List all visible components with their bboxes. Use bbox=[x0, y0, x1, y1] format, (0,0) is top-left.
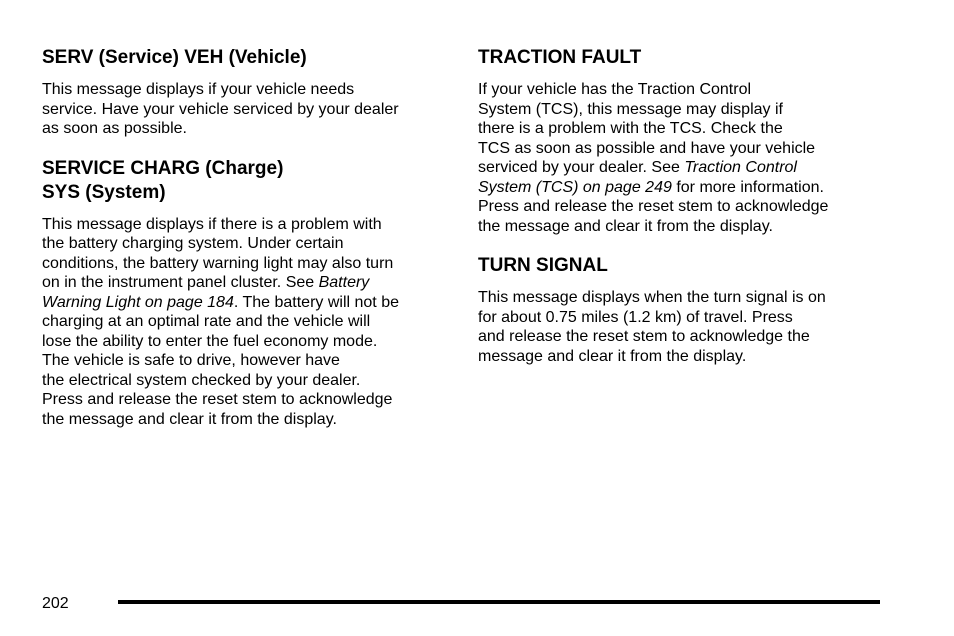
body-text: on in the instrument panel cluster. See bbox=[42, 274, 319, 291]
page-number: 202 bbox=[42, 595, 69, 612]
body-line: System (TCS), this message may display if bbox=[478, 100, 783, 118]
cross-reference-link[interactable]: Traction Control bbox=[684, 159, 797, 176]
body-text: . The battery will not be bbox=[233, 293, 399, 311]
left-column bbox=[42, 46, 452, 447]
cross-reference-link[interactable]: Battery bbox=[318, 274, 370, 291]
body-line: charging at an optimal rate and the vehicle will bbox=[42, 313, 371, 330]
body-line: the message and clear it from the display. bbox=[478, 217, 773, 235]
body-line: message and clear it from the display. bbox=[478, 347, 747, 365]
body-line bbox=[42, 273, 452, 293]
right-column bbox=[478, 46, 878, 384]
body-line: and release the reset stem to acknowledge the bbox=[478, 328, 810, 345]
section-turn-signal bbox=[478, 254, 878, 366]
section-serv-veh bbox=[42, 46, 452, 139]
section-body bbox=[42, 80, 452, 139]
section-heading: SERV (Service) VEH (Vehicle) bbox=[42, 47, 307, 68]
body-line: the electrical system checked by your dealer. bbox=[42, 371, 361, 389]
body-line: service. Have your vehicle serviced by your dealer bbox=[42, 100, 399, 118]
section-body bbox=[478, 80, 878, 236]
section-body bbox=[478, 288, 878, 366]
body-line: conditions, the battery warning light may also turn bbox=[42, 254, 394, 272]
body-line: This message displays when the turn signal is on bbox=[478, 289, 826, 306]
section-body bbox=[42, 215, 452, 430]
body-line: there is a problem with the TCS. Check the bbox=[478, 120, 783, 137]
body-line: Press and release the reset stem to acknowledge bbox=[42, 391, 393, 408]
body-line: the message and clear it from the display. bbox=[42, 410, 337, 428]
body-line bbox=[42, 293, 452, 313]
section-heading: TURN SIGNAL bbox=[478, 255, 608, 276]
body-line: This message displays if your vehicle needs bbox=[42, 81, 355, 98]
body-line: Press and release the reset stem to acknowledge bbox=[478, 198, 829, 215]
body-line: The vehicle is safe to drive, however have bbox=[42, 352, 340, 369]
body-line: as soon as possible. bbox=[42, 120, 187, 137]
body-line: This message displays if there is a problem with bbox=[42, 215, 382, 233]
section-heading: TRACTION FAULT bbox=[478, 47, 642, 68]
body-text: for more information. bbox=[671, 178, 824, 196]
body-line: the battery charging system. Under certain bbox=[42, 235, 344, 252]
heading-line: SYS (System) bbox=[42, 181, 166, 203]
section-heading bbox=[42, 157, 452, 205]
body-line: for about 0.75 miles (1.2 km) of travel. Press bbox=[478, 308, 793, 326]
section-traction-fault bbox=[478, 46, 878, 236]
body-line: TCS as soon as possible and have your vehicle bbox=[478, 139, 816, 157]
cross-reference-link[interactable]: Warning Light on page 184 bbox=[42, 293, 234, 311]
body-text: serviced by your dealer. See bbox=[478, 159, 685, 176]
body-line bbox=[478, 158, 878, 178]
body-line: lose the ability to enter the fuel economy mode. bbox=[42, 332, 378, 350]
body-line bbox=[478, 178, 878, 198]
cross-reference-link[interactable]: System (TCS) on page 249 bbox=[478, 178, 672, 196]
section-service-charg bbox=[42, 157, 452, 430]
footer-rule bbox=[118, 600, 880, 604]
heading-line: SERVICE CHARG (Charge) bbox=[42, 157, 284, 179]
body-line: If your vehicle has the Traction Control bbox=[478, 81, 752, 98]
